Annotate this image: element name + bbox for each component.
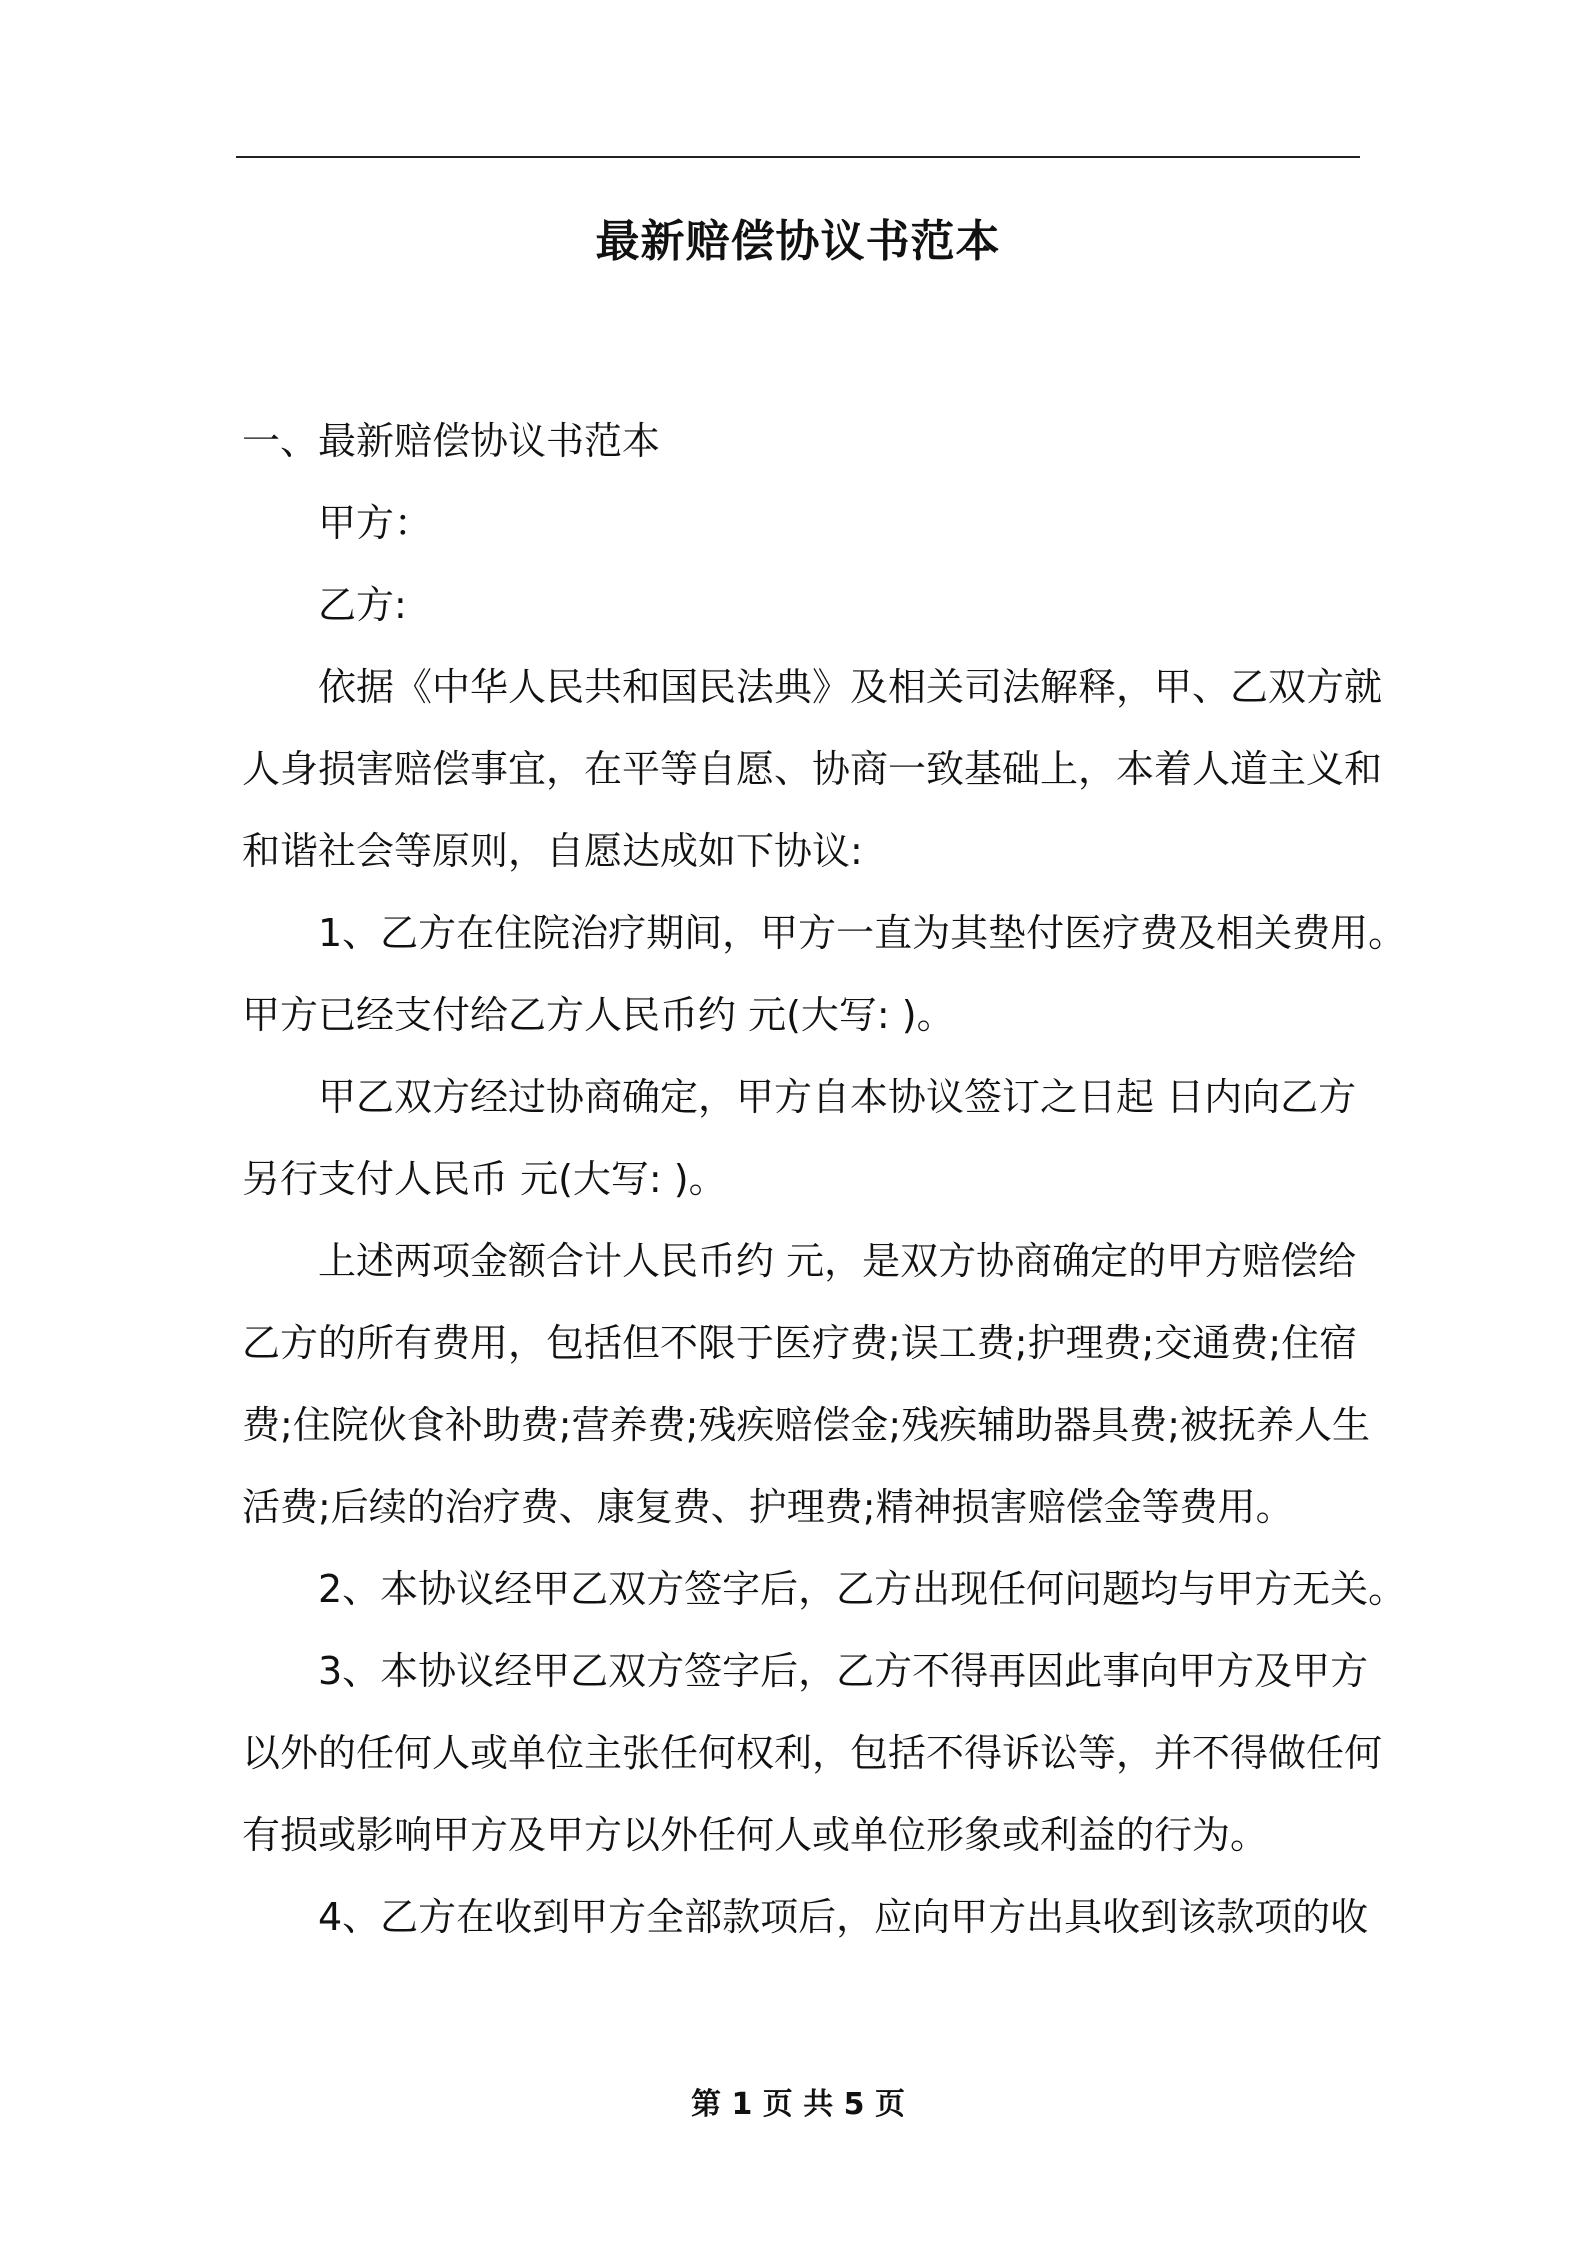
body-line-12: 乙方的所有费用，包括但不限于医疗费;误工费;护理费;交通费;住宿	[242, 1321, 1358, 1365]
body-line-1: 一、最新赔偿协议书范本	[242, 419, 661, 463]
body-line-2: 甲方：	[318, 501, 433, 545]
body-line-11: 上述两项金额合计人民币约 元，是双方协商确定的甲方赔偿给	[318, 1239, 1357, 1283]
body-line-7: 1、乙方在住院治疗期间，甲方一直为其垫付医疗费及相关费用。	[318, 911, 1407, 955]
body-line-6: 和谐社会等原则，自愿达成如下协议:	[242, 829, 863, 873]
body-line-17: 以外的任何人或单位主张任何权利，包括不得诉讼等，并不得做任何	[242, 1731, 1383, 1775]
body-line-5: 人身损害赔偿事宜，在平等自愿、协商一致基础上，本着人道主义和	[242, 747, 1383, 791]
body-line-9: 甲乙双方经过协商确定，甲方自本协议签订之日起 日内向乙方	[318, 1075, 1357, 1119]
body-line-3: 乙方:	[318, 583, 407, 627]
document-title: 最新赔偿协议书范本	[595, 216, 1001, 267]
page-number-footer: 第 1 页 共 5 页	[691, 2087, 905, 2122]
body-line-18: 有损或影响甲方及甲方以外任何人或单位形象或利益的行为。	[242, 1813, 1269, 1857]
body-line-14: 活费;后续的治疗费、康复费、护理费;精神损害赔偿金等费用。	[242, 1485, 1294, 1529]
body-line-19: 4、乙方在收到甲方全部款项后，应向甲方出具收到该款项的收	[318, 1895, 1369, 1939]
body-line-16: 3、本协议经甲乙双方签字后，乙方不得再因此事向甲方及甲方	[318, 1649, 1369, 1693]
body-line-8: 甲方已经支付给乙方人民币约 元(大写: )。	[242, 993, 955, 1037]
body-line-4: 依据《中华人民共和国民法典》及相关司法解释，甲、乙双方就	[318, 665, 1383, 709]
body-line-10: 另行支付人民币 元(大写: )。	[242, 1157, 727, 1201]
body-line-15: 2、本协议经甲乙双方签字后，乙方出现任何问题均与甲方无关。	[318, 1567, 1407, 1611]
header-divider	[236, 156, 1360, 158]
body-line-13: 费;住院伙食补助费;营养费;残疾赔偿金;残疾辅助器具费;被抚养人生	[242, 1403, 1371, 1447]
document-body	[242, 400, 1407, 1958]
